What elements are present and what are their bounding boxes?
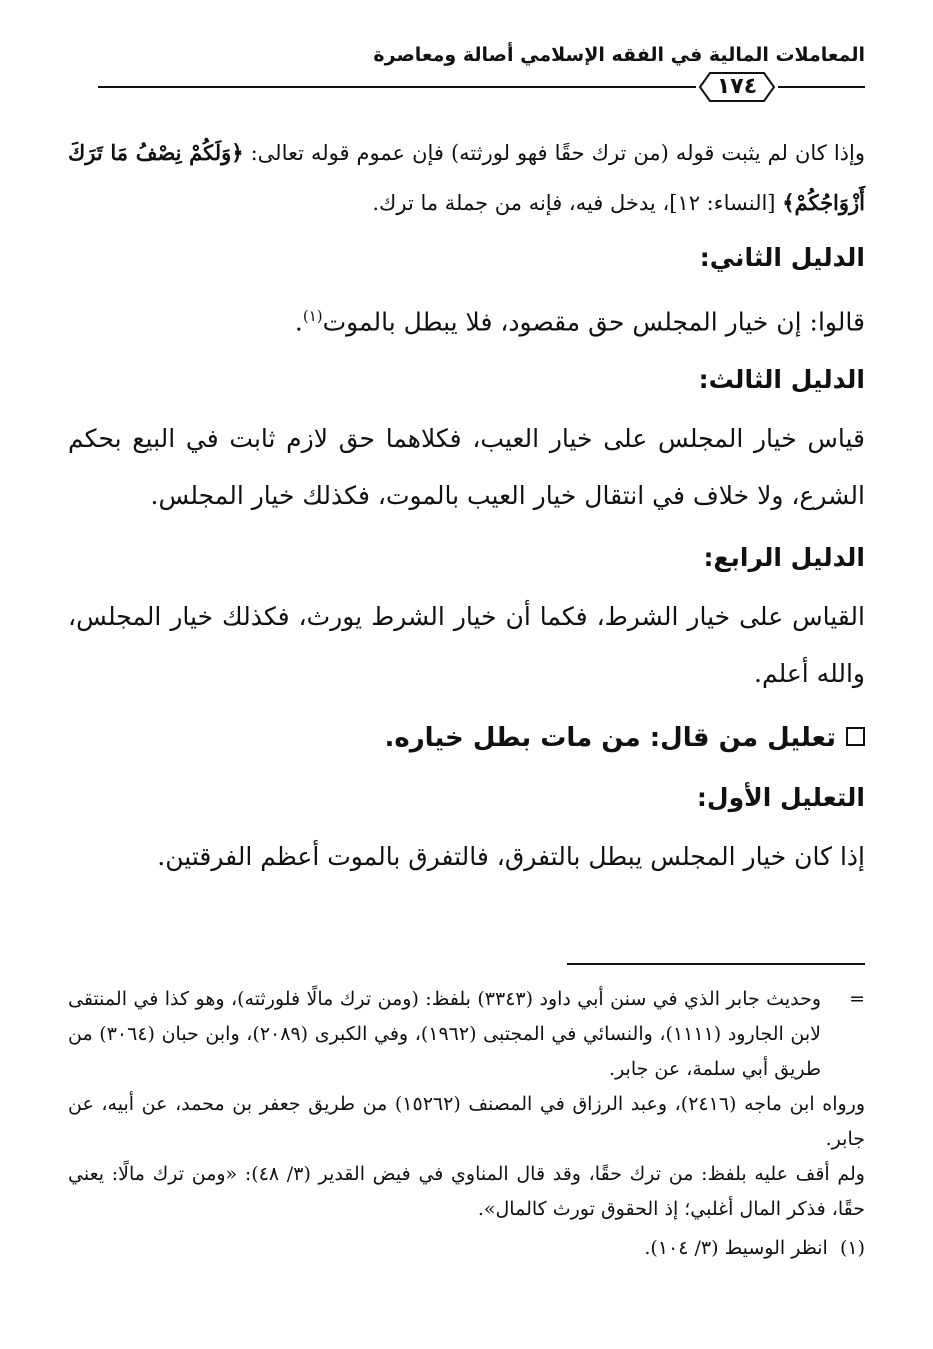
- header-rule-left: [98, 86, 696, 88]
- footnote-1-number: (١): [839, 1237, 865, 1259]
- footnote-continued-c: ولم أقف عليه بلفظ: من ترك حقًا، وقد قال المناوي في فيض القدير (٣/ ٤٨): «ومن ترك مالًا: يعني حقًا، فذكر المال أغلبي؛ إذ الحقوق تورث كالمال».: [68, 1163, 865, 1220]
- page-number: ١٧٤: [716, 74, 758, 99]
- page-number-badge: [696, 70, 778, 104]
- footnote-a-text: وحديث جابر الذي في سنن أبي داود (٣٣٤٣) بلفظ: (ومن ترك مالًا فلورثته)، وهو كذا في المنتقى لابن الجارود (١١١١)، والنسائي في المجتبى (١٩٦٢)، وفي الكبرى (٢٠٨٩)، وابن حبان (٣٠٦٤) من طريق أبي سلمة، عن جابر.: [68, 988, 822, 1080]
- heading-third-evidence: الدليل الثالث:: [698, 365, 865, 395]
- footnote-1: [68, 1231, 865, 1266]
- paragraph-3: قياس خيار المجلس على خيار العيب، فكلاهما حق لازم ثابت في البيع بحكم الشرع، ولا خلاف في انتقال خيار العيب بالموت، فكذلك خيار المجلس.: [68, 424, 865, 511]
- section-title: [68, 708, 865, 768]
- paragraph-4: القياس على خيار الشرط، فكما أن خيار الشرط يورث، فكذلك خيار المجلس، والله أعلم.: [68, 602, 865, 689]
- main-text: [68, 128, 865, 885]
- section-title-text: تعليل من قال: من مات بطل خياره.: [384, 723, 836, 754]
- paragraph-2-text: قالوا: إن خيار المجلس حق مقصود، فلا يبطل بالموت: [322, 307, 865, 337]
- footnote-continued-b: ورواه ابن ماجه (٢٤١٦)، وعبد الرزاق في المصنف (١٥٢٦٢) من طريق جعفر بن محمد، عن أبيه، عن جابر.: [68, 1093, 865, 1150]
- paragraph-2-end: .: [294, 307, 303, 337]
- heading-first-reasoning: التعليل الأول:: [696, 783, 865, 813]
- paragraph-1: [68, 128, 865, 228]
- header-rule-right: [778, 86, 865, 88]
- footnote-1-text: انظر الوسيط (٣/ ١٠٤).: [644, 1237, 828, 1259]
- checkbox-square-icon: [846, 727, 865, 746]
- heading-second-evidence: الدليل الثاني:: [699, 243, 865, 272]
- paragraph-5: إذا كان خيار المجلس يبطل بالتفرق، فالتفرق بالموت أعظم الفرقتين.: [157, 842, 865, 872]
- footnote-separator: [567, 963, 865, 965]
- footnote-continued-a: [68, 982, 865, 1087]
- paragraph-1-start: وإذا كان لم يثبت قوله (من ترك حقًا فهو لورثته) فإن عموم قوله تعالى:: [243, 141, 865, 165]
- continuation-mark: =: [849, 988, 865, 1010]
- heading-fourth-evidence: الدليل الرابع:: [703, 543, 865, 573]
- paragraph-2: [68, 288, 865, 350]
- footnotes: [68, 982, 865, 1266]
- paragraph-1-end: [النساء: ١٢]، يدخل فيه، فإنه من جملة ما ترك.: [372, 191, 783, 215]
- footnote-ref-1: (١): [302, 307, 323, 325]
- running-title: المعاملات المالية في الفقه الإسلامي أصالة ومعاصرة: [373, 44, 865, 66]
- quran-verse: ﴿وَلَكُمْ نِصْفُ مَا تَرَكَ أَزْوَاجُكُمْ﴾: [68, 140, 865, 215]
